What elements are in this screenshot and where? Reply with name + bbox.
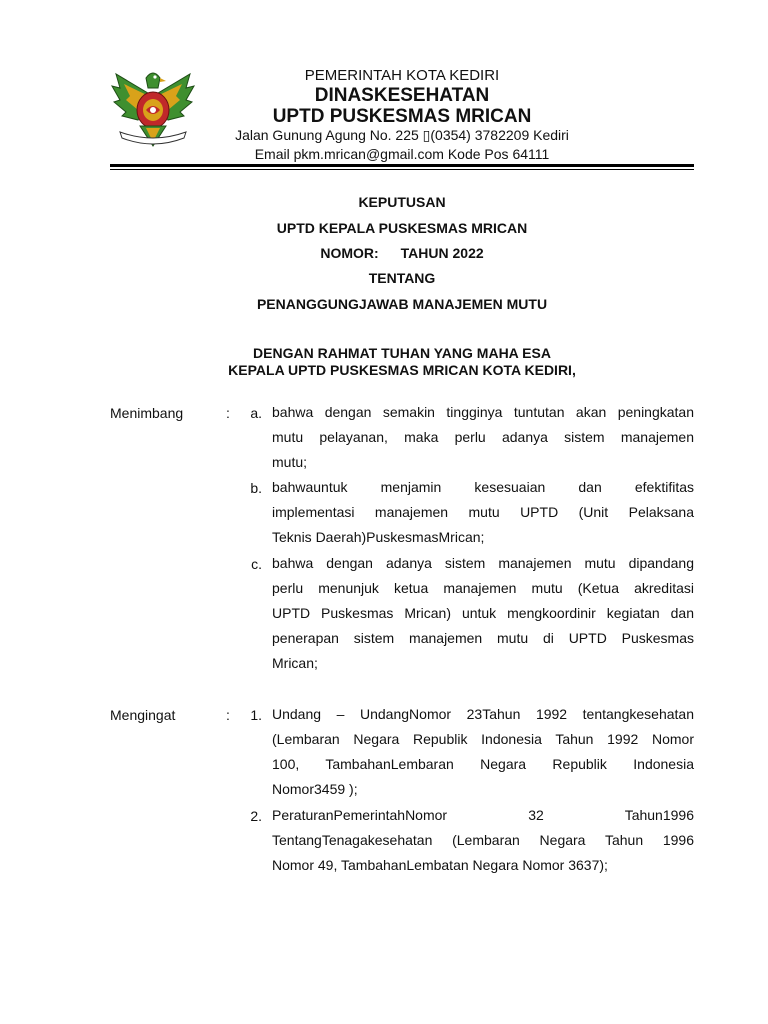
decree-heading: KEPUTUSAN xyxy=(358,194,446,210)
menimbang-colon: : xyxy=(226,405,230,421)
text-line: mutu pelayanan, maka perlu adanya sistem manajemen xyxy=(272,429,694,445)
decree-issuer: UPTD KEPALA PUSKESMAS MRICAN xyxy=(276,220,528,236)
text-line: PeraturanPemerintahNomor 32 Tahun1996 xyxy=(272,807,694,823)
text-line: bahwauntuk menjamin kesesuaian dan efektifitas xyxy=(272,479,694,495)
decree-number-label: NOMOR: xyxy=(320,245,379,261)
kediri-city-emblem xyxy=(110,66,196,158)
menimbang-marker-c: c. xyxy=(251,556,262,572)
mengingat-item-1 xyxy=(272,702,694,802)
letterhead-divider-thick xyxy=(110,164,694,167)
text-line: penerapan sistem manajemen mutu di UPTD Puskesmas xyxy=(272,630,694,646)
mengingat-item-2 xyxy=(272,803,694,878)
text-line: Mrican; xyxy=(272,655,318,671)
issuer-line: KEPALA UPTD PUSKESMAS MRICAN KOTA KEDIRI, xyxy=(228,362,576,378)
letterhead-divider-thin xyxy=(110,169,694,170)
institution-name: UPTD PUSKESMAS MRICAN xyxy=(272,106,532,127)
address-line: Jalan Gunung Agung No. 225 ▯(0354) 3782209 Kediri xyxy=(235,127,569,143)
text-line: 100, TambahanLembaran Negara Republik Indonesia xyxy=(272,756,694,772)
contact-line: Email pkm.mrican@gmail.com Kode Pos 64111 xyxy=(254,146,550,162)
text-line: Undang – UndangNomor 23Tahun 1992 tentangkesehatan xyxy=(272,706,694,722)
text-line: Teknis Daerah)PuskesmasMrican; xyxy=(272,529,485,545)
text-line: bahwa dengan adanya sistem manajemen mutu dipandang xyxy=(272,555,694,571)
menimbang-label: Menimbang xyxy=(110,405,184,421)
decree-year: TAHUN 2022 xyxy=(400,245,484,261)
menimbang-item-b xyxy=(272,475,694,550)
text-line: (Lembaran Negara Republik Indonesia Tahun 1992 Nomor xyxy=(272,731,694,747)
menimbang-marker-b: b. xyxy=(250,480,262,496)
text-line: Nomor3459 ); xyxy=(272,781,358,797)
mengingat-marker-1: 1. xyxy=(250,707,262,723)
text-line: implementasi manajemen mutu UPTD (Unit Pelaksana xyxy=(272,504,694,520)
government-name: PEMERINTAH KOTA KEDIRI xyxy=(304,67,500,84)
menimbang-marker-a: a. xyxy=(250,405,262,421)
text-line: bahwa dengan semakin tingginya tuntutan akan peningkatan xyxy=(272,404,694,420)
menimbang-item-c xyxy=(272,551,694,676)
mengingat-label: Mengingat xyxy=(110,707,176,723)
text-line: perlu menunjuk ketua manajemen mutu (Ketua akreditasi xyxy=(272,580,694,596)
mengingat-colon: : xyxy=(226,707,230,723)
text-line: Nomor 49, TambahanLembatan Negara Nomor 3637); xyxy=(272,857,608,873)
mengingat-marker-2: 2. xyxy=(250,808,262,824)
text-line: mutu; xyxy=(272,454,308,470)
decree-number xyxy=(110,245,694,261)
department-name: DINASKESEHATAN xyxy=(314,85,490,106)
decree-subject: PENANGGUNGJAWAB MANAJEMEN MUTU xyxy=(256,296,548,312)
text-line: TentangTenagakesehatan (Lembaran Negara Tahun 1996 xyxy=(272,832,694,848)
invocation-line: DENGAN RAHMAT TUHAN YANG MAHA ESA xyxy=(253,345,551,361)
text-line: UPTD Puskesmas Mrican) untuk mengkoordinir kegiatan dan xyxy=(272,605,694,621)
decree-about-label: TENTANG xyxy=(368,270,436,286)
menimbang-item-a xyxy=(272,400,694,475)
